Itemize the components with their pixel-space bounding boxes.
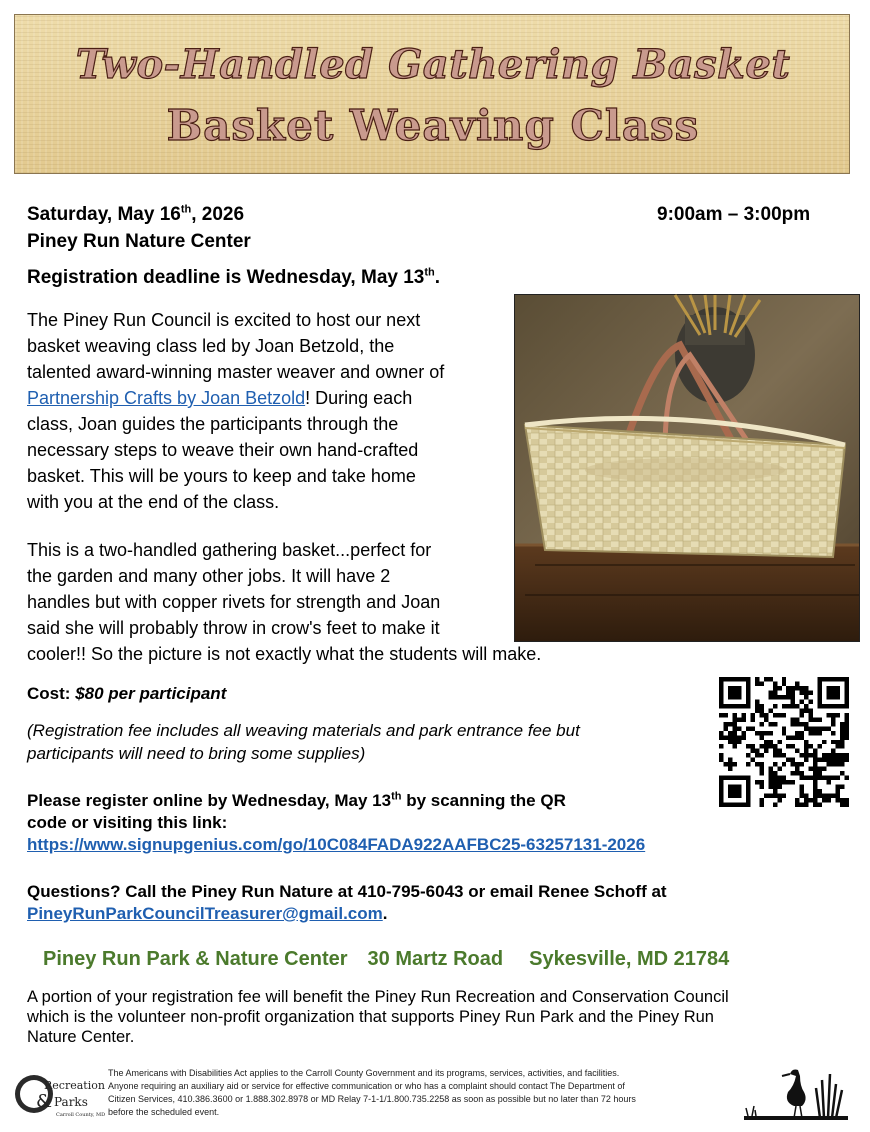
description-paragraph: This is a two-handled gathering basket...perfect for the garden and many other jobs. It will have 2 handles but with copper rivets for strength and Joan said she will probably throw in crow's feet to make it cooler!! So the picture is not exactly what the students will make.: [27, 540, 542, 664]
questions-contact: Questions? Call the Piney Run Nature at 410-795-6043 or email Renee Schoff at PineyRunParkCouncilTreasurer@gmail.com.: [27, 882, 667, 923]
heron-silhouette-icon: [738, 1060, 850, 1124]
event-time: 9:00am – 3:00pm: [657, 204, 811, 225]
partnership-crafts-link[interactable]: Partnership Crafts by Joan Betzold: [27, 388, 306, 408]
registration-deadline: Registration deadline is Wednesday, May 13th.: [27, 266, 441, 288]
park-street: 30 Martz Road: [367, 948, 504, 970]
event-date: Saturday, May 16th, 2026: [27, 203, 245, 225]
svg-text:&: &: [36, 1091, 53, 1112]
park-name: Piney Run Park & Nature Center: [43, 948, 348, 970]
title-banner: [14, 14, 850, 174]
cost-line: Cost: $80 per participant: [27, 684, 227, 703]
ada-notice: The Americans with Disabilities Act applies to the Carroll County Government and its programs, services, activities, and facilities. Anyone requiring an auxiliary aid or service for effective communication or who has a complaint should contact The Department of Citizen Services, 410.386.3600 or 1.888.302.8978 or MD Relay 7-1-1/1.800.735.2258 as soon as possible but no later than 72 hours before the scheduled event.: [108, 1068, 636, 1117]
banner-title-line1: Two-Handled Gathering Basket: [75, 41, 791, 88]
qr-code[interactable]: [719, 677, 849, 807]
cost-note: (Registration fee includes all weaving materials and park entrance fee but participants will need to bring some supplies): [27, 721, 580, 763]
banner-title-line2: Basket Weaving Class: [166, 101, 700, 150]
benefit-paragraph: A portion of your registration fee will benefit the Piney Run Recreation and Conservation Council which is the volunteer non-profit organization that supports Piney Run Park and the Piney Run Nature Center.: [27, 988, 729, 1046]
svg-text:Recreation: Recreation: [44, 1079, 105, 1092]
intro-paragraph: The Piney Run Council is excited to host our next basket weaving class led by Joan Betzold, the talented award-winning master weaver and owner of Partnership Crafts by Joan Betzold! During each class, Joan guides the participants through the necessary steps to weave their own hand-crafted basket. This will be yours to keep and take home with you at the end of the class.: [27, 310, 445, 512]
recreation-parks-logo: [14, 1066, 106, 1122]
svg-text:Carroll County, MD: Carroll County, MD: [56, 1112, 106, 1118]
register-instructions: Please register online by Wednesday, May 13th by scanning the QR code or visiting this link: https://www.signupgenius.com/go/10C084FADA922AAFBC25-63257131-2026: [27, 790, 646, 854]
park-city: Sykesville, MD 21784: [529, 948, 730, 970]
event-location: Piney Run Nature Center: [27, 231, 251, 252]
svg-text:Parks: Parks: [54, 1095, 88, 1109]
park-address: [43, 948, 729, 971]
email-link[interactable]: PineyRunParkCouncilTreasurer@gmail.com: [27, 904, 383, 923]
signup-link[interactable]: https://www.signupgenius.com/go/10C084FADA922AAFBC25-63257131-2026: [27, 835, 646, 854]
